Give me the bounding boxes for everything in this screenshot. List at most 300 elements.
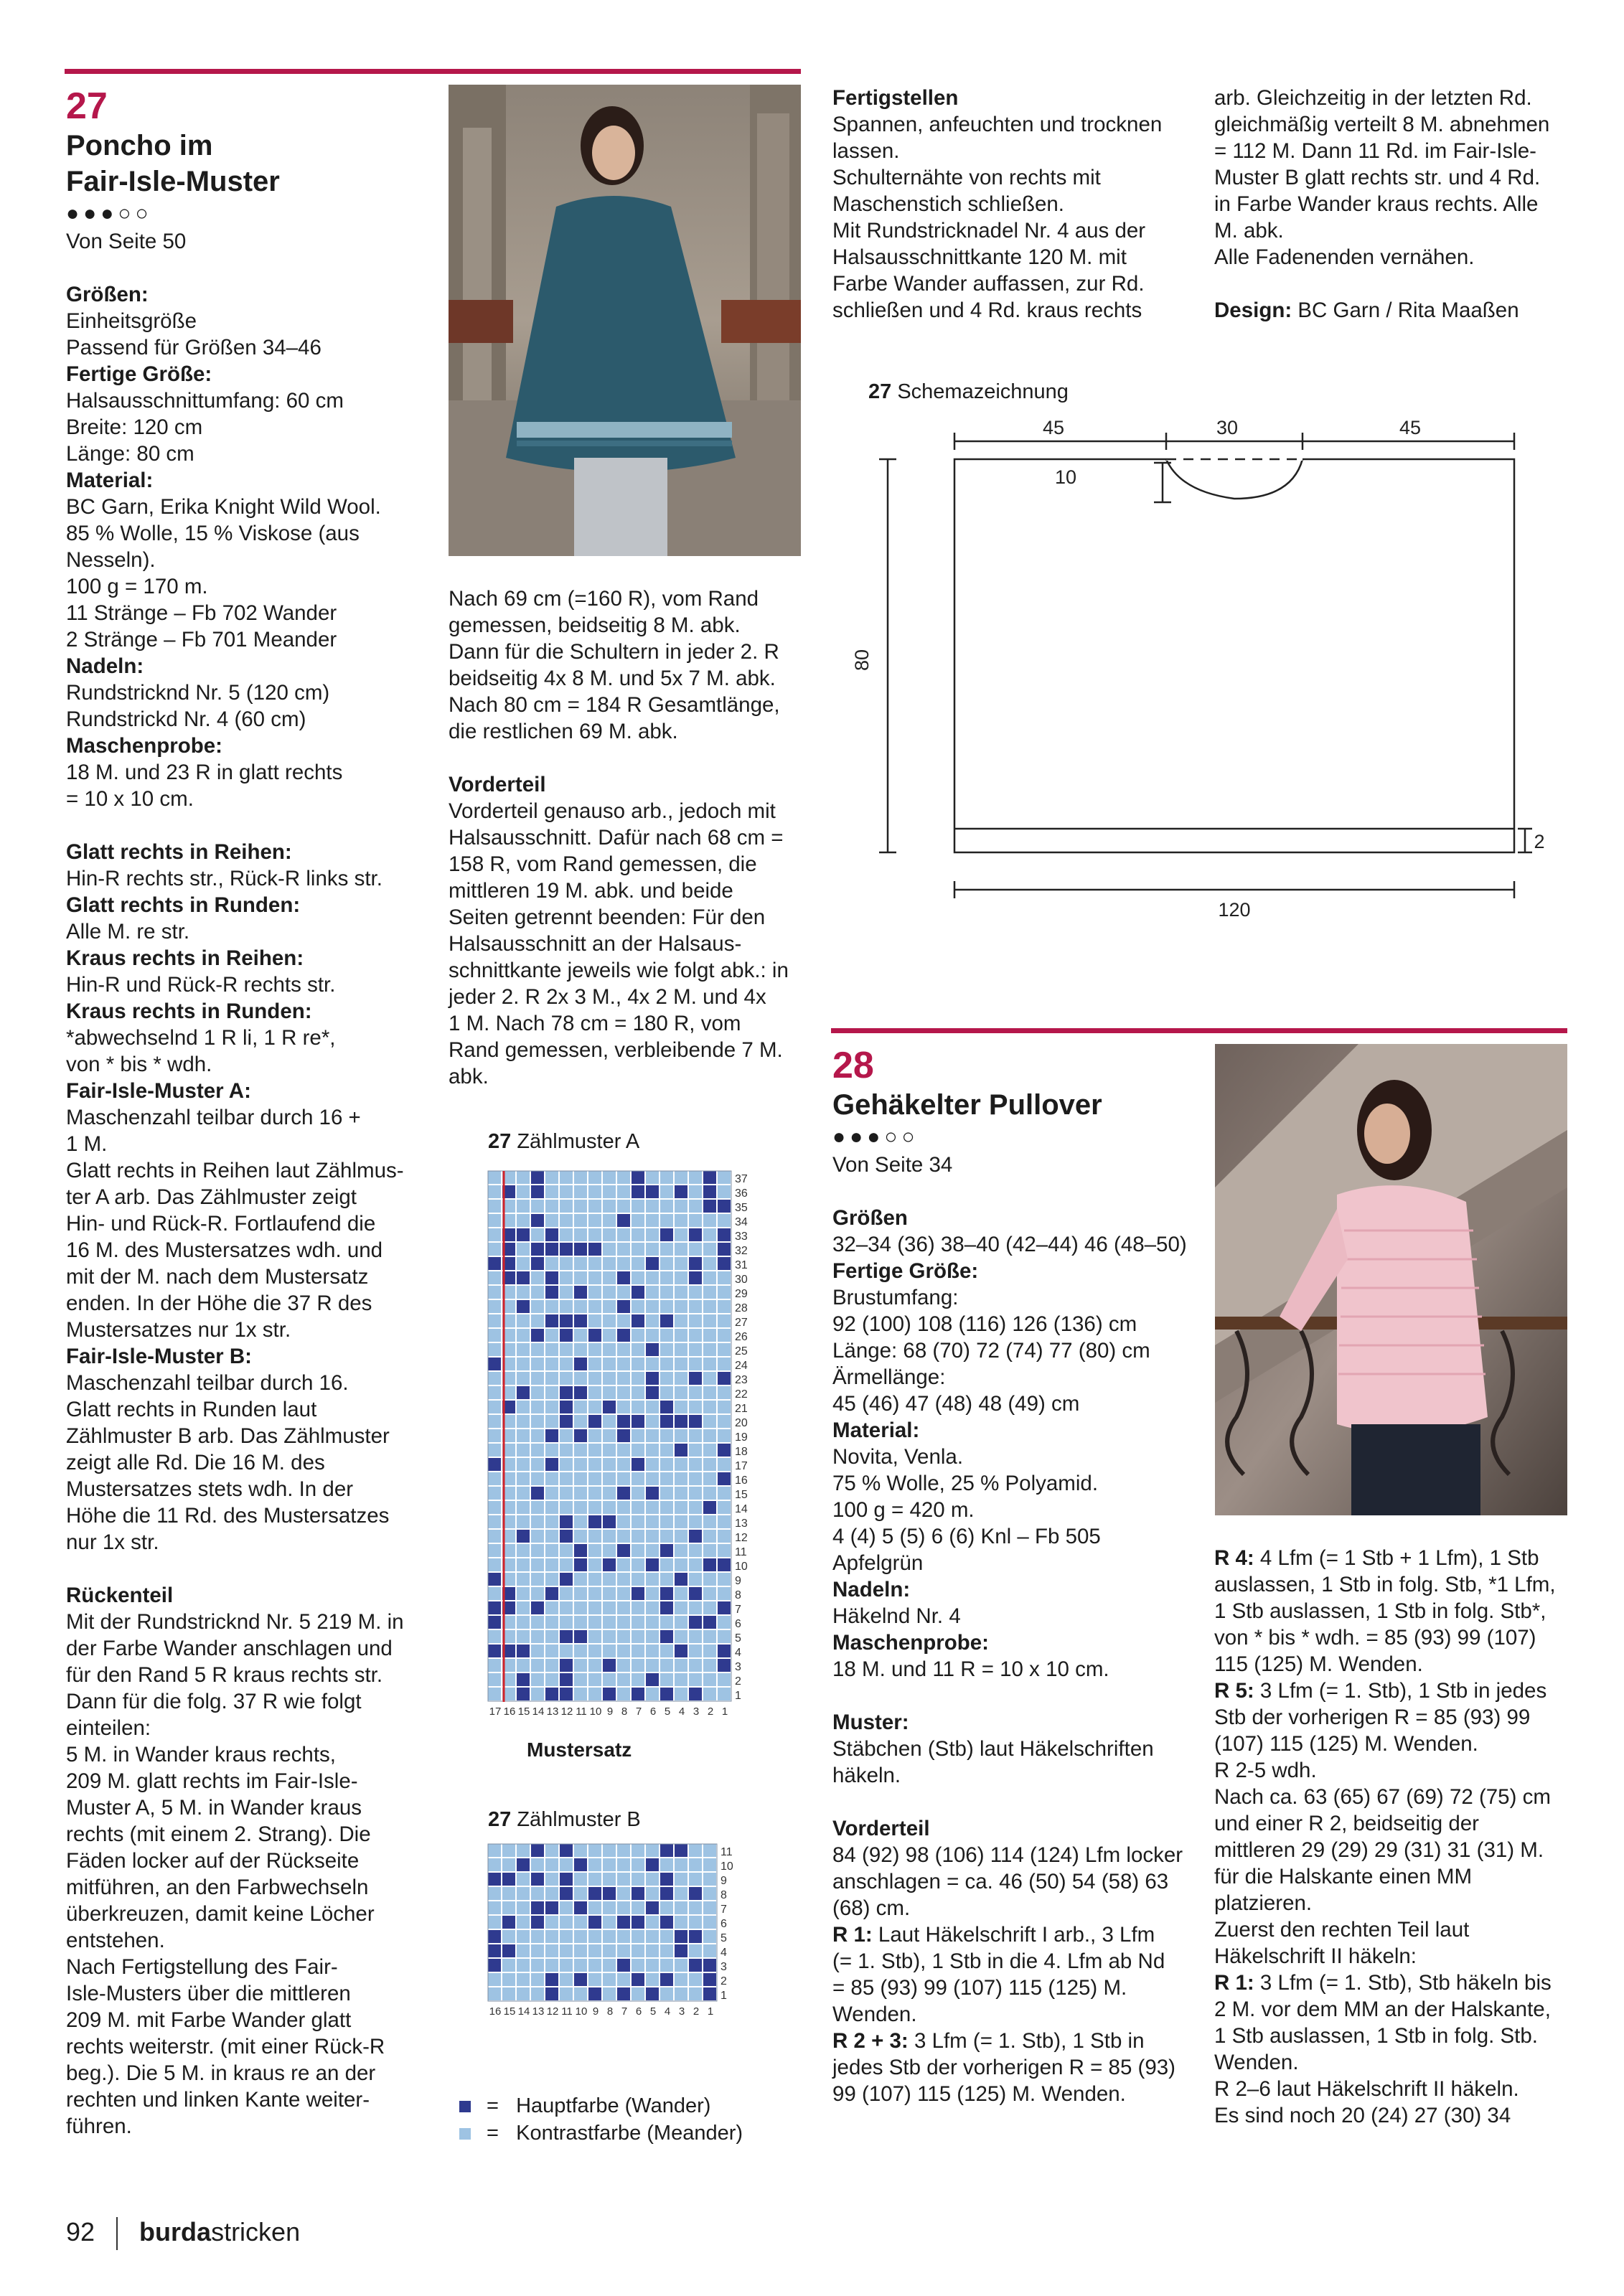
col-label: 17 — [489, 1705, 502, 1718]
schema-dim-top-mid: 30 — [1216, 417, 1239, 438]
chart-cell — [517, 1844, 530, 1857]
text-line: 209 M. mit Farbe Wander glatt — [66, 2008, 352, 2032]
chart-cell — [718, 1171, 731, 1184]
chart-cell — [689, 1214, 702, 1227]
chart-cell — [531, 1944, 544, 1957]
chart-cell — [488, 1987, 501, 2000]
chart-cell — [517, 1587, 530, 1600]
chart-cell — [632, 1243, 644, 1256]
chart-cell — [617, 1987, 630, 2000]
chart-cell — [646, 1329, 659, 1342]
chart-cell — [488, 1343, 501, 1356]
chart-cell — [703, 1386, 716, 1399]
chart-cell — [560, 1444, 573, 1457]
text-line: für den Rand 5 R kraus rechts str. — [66, 1663, 383, 1687]
chart-cell — [718, 1558, 731, 1571]
text-line: entstehen. — [66, 1929, 165, 1952]
text-line: zeigt alle Rd. Die 16 M. des — [66, 1451, 325, 1474]
chart-cell — [574, 1530, 587, 1543]
chart-cell — [517, 1616, 530, 1629]
chart-cell — [588, 1530, 601, 1543]
chart-cell — [488, 1444, 501, 1457]
chart-cell — [718, 1243, 731, 1256]
chart-cell — [588, 1200, 601, 1213]
article-28-rule — [831, 1028, 1567, 1033]
chart-cell — [617, 1200, 630, 1213]
chart-cell — [617, 1573, 630, 1586]
text-line: 1 Stb auslassen, 1 Stb in folg. Stb*, — [1214, 1599, 1546, 1623]
text-line: 32–34 (36) 38–40 (42–44) 46 (48–50) — [832, 1233, 1187, 1256]
article-27-title-line2: Fair-Isle-Muster — [66, 166, 280, 197]
chart-cell — [675, 1673, 687, 1686]
chart-cell — [545, 1472, 558, 1485]
chart-cell — [718, 1587, 731, 1600]
chart-cell — [488, 1844, 501, 1857]
chart-cell — [660, 1415, 673, 1428]
chart-cell — [560, 1372, 573, 1385]
chart-cell — [718, 1271, 731, 1284]
schema-dim-neck: 10 — [1054, 466, 1077, 488]
col-label: 5 — [664, 1705, 671, 1718]
text-line: 18 M. und 23 R in glatt rechts — [66, 761, 343, 784]
row-label: 3 — [735, 1661, 741, 1673]
chart-cell — [545, 1544, 558, 1557]
chart-cell — [517, 1386, 530, 1399]
chart-cell — [531, 1372, 544, 1385]
chart-cell — [632, 1688, 644, 1700]
chart-cell — [703, 1973, 716, 1986]
chart-cell — [517, 1973, 530, 1986]
chart-cell — [646, 1257, 659, 1270]
chart-cell — [588, 1944, 601, 1957]
text-line: Seiten getrennt beenden: Für den — [449, 905, 766, 929]
heading-line: Nadeln: — [832, 1578, 911, 1601]
chart-cell — [560, 1386, 573, 1399]
chart-cell — [488, 1200, 501, 1213]
chart-cell — [545, 1887, 558, 1900]
chart-cell — [703, 1314, 716, 1327]
col-label: 15 — [517, 1705, 530, 1718]
article-27-col4 — [1214, 85, 1573, 324]
chart-cell — [689, 1901, 702, 1914]
chart-cell — [718, 1314, 731, 1327]
chart-cell — [718, 1358, 731, 1370]
chart-cell — [488, 1329, 501, 1342]
chart-cell — [703, 1501, 716, 1514]
text-line: 18 M. und 11 R = 10 x 10 cm. — [832, 1657, 1109, 1681]
chart-cell — [603, 1959, 616, 1972]
chart-cell — [660, 1659, 673, 1672]
chart-cell — [660, 1930, 673, 1943]
chart-cell — [703, 1573, 716, 1586]
chart-cell — [617, 1959, 630, 1972]
text-line: beg.). Die 5 M. in kraus re an der — [66, 2061, 376, 2085]
chart-cell — [646, 1601, 659, 1614]
chart-cell — [517, 1444, 530, 1457]
chart-cell — [718, 1472, 731, 1485]
chart-cell — [517, 1858, 530, 1871]
chart-cell — [488, 1887, 501, 1900]
schema-dim-top-left: 45 — [1042, 417, 1065, 438]
chart-cell — [560, 1930, 573, 1943]
chart-cell — [517, 1458, 530, 1471]
chart-cell — [488, 1386, 501, 1399]
chart-cell — [603, 1688, 616, 1700]
chart-cell — [675, 1858, 687, 1871]
text-line: lassen. — [832, 139, 900, 163]
chart-cell — [632, 1858, 644, 1871]
chart-cell — [660, 1200, 673, 1213]
text-line: abk. — [449, 1065, 489, 1088]
chart-a-caption-num: 27 — [488, 1130, 512, 1153]
chart-cell — [531, 1659, 544, 1672]
chart-cell — [675, 1257, 687, 1270]
chart-cell — [603, 1558, 616, 1571]
chart-cell — [646, 1973, 659, 1986]
chart-cell — [560, 1544, 573, 1557]
heading-line: Maschenprobe: — [832, 1631, 990, 1655]
chart-cell — [646, 1659, 659, 1672]
chart-cell — [517, 1673, 530, 1686]
text-line: Länge: 80 cm — [66, 442, 194, 466]
chart-cell — [588, 1901, 601, 1914]
chart-cell — [531, 1185, 544, 1198]
text-line: Alle Fadenenden vernähen. — [1214, 245, 1475, 269]
row-label: 27 — [735, 1317, 748, 1329]
chart-cell — [646, 1530, 659, 1543]
poncho-photo — [449, 85, 801, 556]
chart-cell — [675, 1873, 687, 1886]
chart-cell — [646, 1458, 659, 1471]
text-line: Muster A, 5 M. in Wander kraus — [66, 1796, 362, 1820]
article-27-col4-text — [1214, 85, 1573, 297]
row-label: 30 — [735, 1274, 748, 1286]
row-label: 12 — [735, 1532, 748, 1544]
chart-cell — [560, 1987, 573, 2000]
chart-cell — [689, 1973, 702, 1986]
heading-line: Glatt rechts in Runden: — [66, 893, 301, 917]
col-label: 10 — [589, 1705, 602, 1718]
row-label: 16 — [735, 1474, 748, 1487]
heading-line: Fair-Isle-Muster A: — [66, 1079, 251, 1103]
chart-cell — [545, 1214, 558, 1227]
text-line: Isle-Musters über die mittleren — [66, 1982, 351, 2005]
chart-cell — [517, 1300, 530, 1313]
chart-cell — [588, 1372, 601, 1385]
text-line: Novita, Venla. — [832, 1445, 964, 1469]
chart-cell — [545, 1372, 558, 1385]
heading-line: Größen — [832, 1206, 908, 1230]
chart-cell — [574, 1415, 587, 1428]
row-label: 5 — [735, 1632, 741, 1645]
text-line: enden. In der Höhe die 37 R des — [66, 1292, 372, 1315]
chart-cell — [603, 1573, 616, 1586]
chart-cell — [545, 1601, 558, 1614]
chart-cell — [603, 1501, 616, 1514]
chart-cell — [718, 1601, 731, 1614]
chart-cell — [660, 1673, 673, 1686]
chart-cell — [718, 1530, 731, 1543]
chart-cell — [675, 1573, 687, 1586]
chart-cell — [574, 1887, 587, 1900]
chart-cell — [488, 1429, 501, 1442]
col-label: 1 — [707, 2005, 714, 2018]
article-27-col1 — [66, 85, 425, 2140]
chart-cell — [689, 1415, 702, 1428]
chart-cell — [588, 1343, 601, 1356]
heading-line: Fair-Isle-Muster B: — [66, 1345, 252, 1368]
article-27-col2 — [449, 585, 807, 1090]
chart-cell — [517, 1487, 530, 1500]
chart-cell — [603, 1987, 616, 2000]
chart-cell — [603, 1329, 616, 1342]
text-line: Nach 80 cm = 184 R Gesamtlänge, — [449, 693, 780, 717]
chart-cell — [560, 1487, 573, 1500]
chart-cell — [632, 1415, 644, 1428]
text-line: (107) 115 (125) M. Wenden. — [1214, 1732, 1478, 1756]
row-label: 1 — [735, 1690, 741, 1702]
text-line: Rundstricknd Nr. 5 (120 cm) — [66, 681, 330, 705]
chart-cell — [718, 1286, 731, 1299]
row-label: 28 — [735, 1302, 748, 1314]
row-label: 26 — [735, 1331, 748, 1343]
chart-cell — [675, 1659, 687, 1672]
text-line: 5 M. in Wander kraus rechts, — [66, 1743, 336, 1766]
heading-line: Fertige Größe: — [66, 362, 212, 386]
chart-cell — [545, 1916, 558, 1929]
chart-cell — [646, 1358, 659, 1370]
chart-cell — [703, 1458, 716, 1471]
chart-cell — [646, 1415, 659, 1428]
chart-cell — [603, 1873, 616, 1886]
chart-cell — [488, 1530, 501, 1543]
chart-cell — [517, 1887, 530, 1900]
chart-cell — [675, 1358, 687, 1370]
chart-cell — [588, 1314, 601, 1327]
chart-cell — [703, 1673, 716, 1686]
text-line: Glatt rechts in Reihen laut Zählmus- — [66, 1159, 404, 1182]
chart-cell — [574, 1616, 587, 1629]
text-line: Es sind noch 20 (24) 27 (30) 34 — [1214, 2104, 1511, 2127]
chart-cell — [574, 1429, 587, 1442]
chart-cell — [588, 1887, 601, 1900]
chart-cell — [488, 1487, 501, 1500]
chart-cell — [560, 1515, 573, 1528]
chart-cell — [560, 1501, 573, 1514]
chart-cell — [718, 1329, 731, 1342]
article-28-number: 28 — [832, 1045, 874, 1086]
chart-cell — [617, 1673, 630, 1686]
chart-cell — [703, 1171, 716, 1184]
chart-cell — [488, 1171, 501, 1184]
text-line: (68) cm. — [832, 1896, 911, 1920]
chart-cell — [488, 1587, 501, 1600]
chart-cell — [574, 1472, 587, 1485]
chart-cell — [545, 1558, 558, 1571]
page-number: 92 — [66, 2217, 95, 2246]
chart-cell — [588, 1228, 601, 1241]
chart-cell — [703, 1530, 716, 1543]
chart-cell — [689, 1630, 702, 1643]
chart-cell — [574, 1944, 587, 1957]
chart-cell — [574, 1200, 587, 1213]
chart-cell — [603, 1372, 616, 1385]
chart-cell — [488, 1214, 501, 1227]
chart-cell — [603, 1844, 616, 1857]
chart-cell — [703, 1214, 716, 1227]
chart-cell — [675, 1844, 687, 1857]
chart-cell — [617, 1286, 630, 1299]
chart-cell — [588, 1873, 601, 1886]
chart-cell — [703, 1659, 716, 1672]
text-line: schnittkante jeweils wie folgt abk.: in — [449, 959, 789, 982]
chart-cell — [660, 1515, 673, 1528]
chart-cell — [646, 1401, 659, 1413]
chart-cell — [660, 1429, 673, 1442]
chart-cell — [646, 1386, 659, 1399]
chart-cell — [675, 1415, 687, 1428]
row-label: 29 — [735, 1288, 748, 1300]
chart-cell — [617, 1372, 630, 1385]
chart-b-caption-num: 27 — [488, 1808, 512, 1831]
col-label: 6 — [635, 2005, 642, 2018]
chart-cell — [603, 1271, 616, 1284]
chart-cell — [689, 1858, 702, 1871]
chart-cell — [488, 1944, 501, 1957]
chart-cell — [488, 1401, 501, 1413]
chart-cell — [646, 1887, 659, 1900]
chart-cell — [660, 1544, 673, 1557]
heading-line: R 4: 4 Lfm (= 1 Stb + 1 Lfm), 1 Stb — [1214, 1546, 1539, 1570]
chart-cell — [560, 1458, 573, 1471]
text-line: = 85 (93) 99 (107) 115 (125) M. — [832, 1976, 1127, 2000]
chart-cell — [531, 1444, 544, 1457]
chart-cell — [617, 1901, 630, 1914]
chart-b-grid — [488, 1844, 761, 2023]
chart-cell — [588, 1358, 601, 1370]
row-label: 1 — [721, 1990, 727, 2002]
text-line: Stäbchen (Stb) laut Häkelschriften — [832, 1737, 1154, 1761]
chart-cell — [588, 1630, 601, 1643]
chart-cell — [718, 1214, 731, 1227]
chart-cell — [560, 1214, 573, 1227]
chart-cell — [646, 1844, 659, 1857]
design-credit: Design: BC Garn / Rita Maaßen — [1214, 298, 1519, 322]
chart-cell — [502, 1858, 515, 1871]
col-label: 13 — [532, 2005, 545, 2018]
chart-cell — [560, 1873, 573, 1886]
chart-cell — [646, 1558, 659, 1571]
chart-cell — [660, 1458, 673, 1471]
chart-cell — [646, 1314, 659, 1327]
chart-cell — [675, 1228, 687, 1241]
chart-cell — [517, 1185, 530, 1198]
chart-cell — [617, 1444, 630, 1457]
text-line: mittleren 19 M. abk. und beide — [449, 879, 733, 903]
chart-cell — [689, 1200, 702, 1213]
difficulty-rating: ●●●○○ — [66, 202, 153, 225]
chart-cell — [617, 1300, 630, 1313]
chart-cell — [660, 1901, 673, 1914]
chart-cell — [560, 1587, 573, 1600]
text-line: Zuerst den rechten Teil laut — [1214, 1918, 1470, 1942]
chart-cell — [617, 1688, 630, 1700]
chart-cell — [574, 1358, 587, 1370]
chart-cell — [545, 1930, 558, 1943]
heading-line: Vorderteil — [832, 1817, 930, 1840]
chart-cell — [703, 1601, 716, 1614]
chart-cell — [488, 1472, 501, 1485]
chart-cell — [531, 1530, 544, 1543]
text-line: Nach ca. 63 (65) 67 (69) 72 (75) cm — [1214, 1785, 1551, 1809]
text-line: schließen und 4 Rd. kraus rechts — [832, 298, 1142, 322]
text-line: ter A arb. Das Zählmuster zeigt — [66, 1185, 357, 1209]
chart-cell — [675, 1616, 687, 1629]
chart-cell — [603, 1314, 616, 1327]
chart-cell — [603, 1358, 616, 1370]
chart-cell — [646, 1515, 659, 1528]
chart-cell — [660, 1887, 673, 1900]
chart-a-caption-text: Zählmuster A — [511, 1130, 640, 1153]
chart-cell — [617, 1329, 630, 1342]
chart-cell — [646, 1916, 659, 1929]
chart-cell — [531, 1616, 544, 1629]
chart-cell — [632, 1930, 644, 1943]
chart-cell — [632, 1645, 644, 1657]
text-line: Halsausschnittkante 120 M. mit — [832, 245, 1127, 269]
chart-cell — [675, 1243, 687, 1256]
col-label: 2 — [693, 2005, 700, 2018]
chart-cell — [517, 1558, 530, 1571]
col-label: 5 — [649, 2005, 657, 2018]
chart-cell — [703, 1300, 716, 1313]
text-line: 100 g = 420 m. — [832, 1498, 975, 1522]
chart-cell — [617, 1544, 630, 1557]
chart-cell — [689, 1916, 702, 1929]
chart-cell — [603, 1300, 616, 1313]
chart-cell — [545, 1530, 558, 1543]
text-line: Länge: 68 (70) 72 (74) 77 (80) cm — [832, 1339, 1150, 1363]
chart-cell — [574, 1959, 587, 1972]
text-line: arb. Gleichzeitig in der letzten Rd. — [1214, 86, 1532, 110]
chart-cell — [632, 1530, 644, 1543]
text-line: 158 R, vom Rand gemessen, die — [449, 852, 757, 876]
chart-cell — [588, 1271, 601, 1284]
chart-cell — [560, 1959, 573, 1972]
chart-cell — [660, 1185, 673, 1198]
chart-cell — [617, 1873, 630, 1886]
footer-separator — [116, 2217, 118, 2250]
chart-cell — [675, 1401, 687, 1413]
heading-line: Maschenprobe: — [66, 734, 223, 758]
chart-cell — [703, 1959, 716, 1972]
chart-cell — [603, 1185, 616, 1198]
text-line: auslassen, 1 Stb in folg. Stb, *1 Lfm, — [1214, 1573, 1556, 1596]
col-label: 3 — [678, 2005, 685, 2018]
chart-cell — [574, 1214, 587, 1227]
chart-cell — [531, 1228, 544, 1241]
chart-cell — [646, 1444, 659, 1457]
row-label: 2 — [735, 1675, 741, 1688]
chart-cell — [574, 1185, 587, 1198]
text-line: von * bis * wdh. = 85 (93) 99 (107) — [1214, 1626, 1536, 1650]
heading-line: R 1: Laut Häkelschrift I arb., 3 Lfm — [832, 1923, 1155, 1947]
chart-cell — [531, 1901, 544, 1914]
chart-cell — [718, 1515, 731, 1528]
chart-cell — [588, 1185, 601, 1198]
chart-cell — [646, 1544, 659, 1557]
chart-cell — [560, 1200, 573, 1213]
